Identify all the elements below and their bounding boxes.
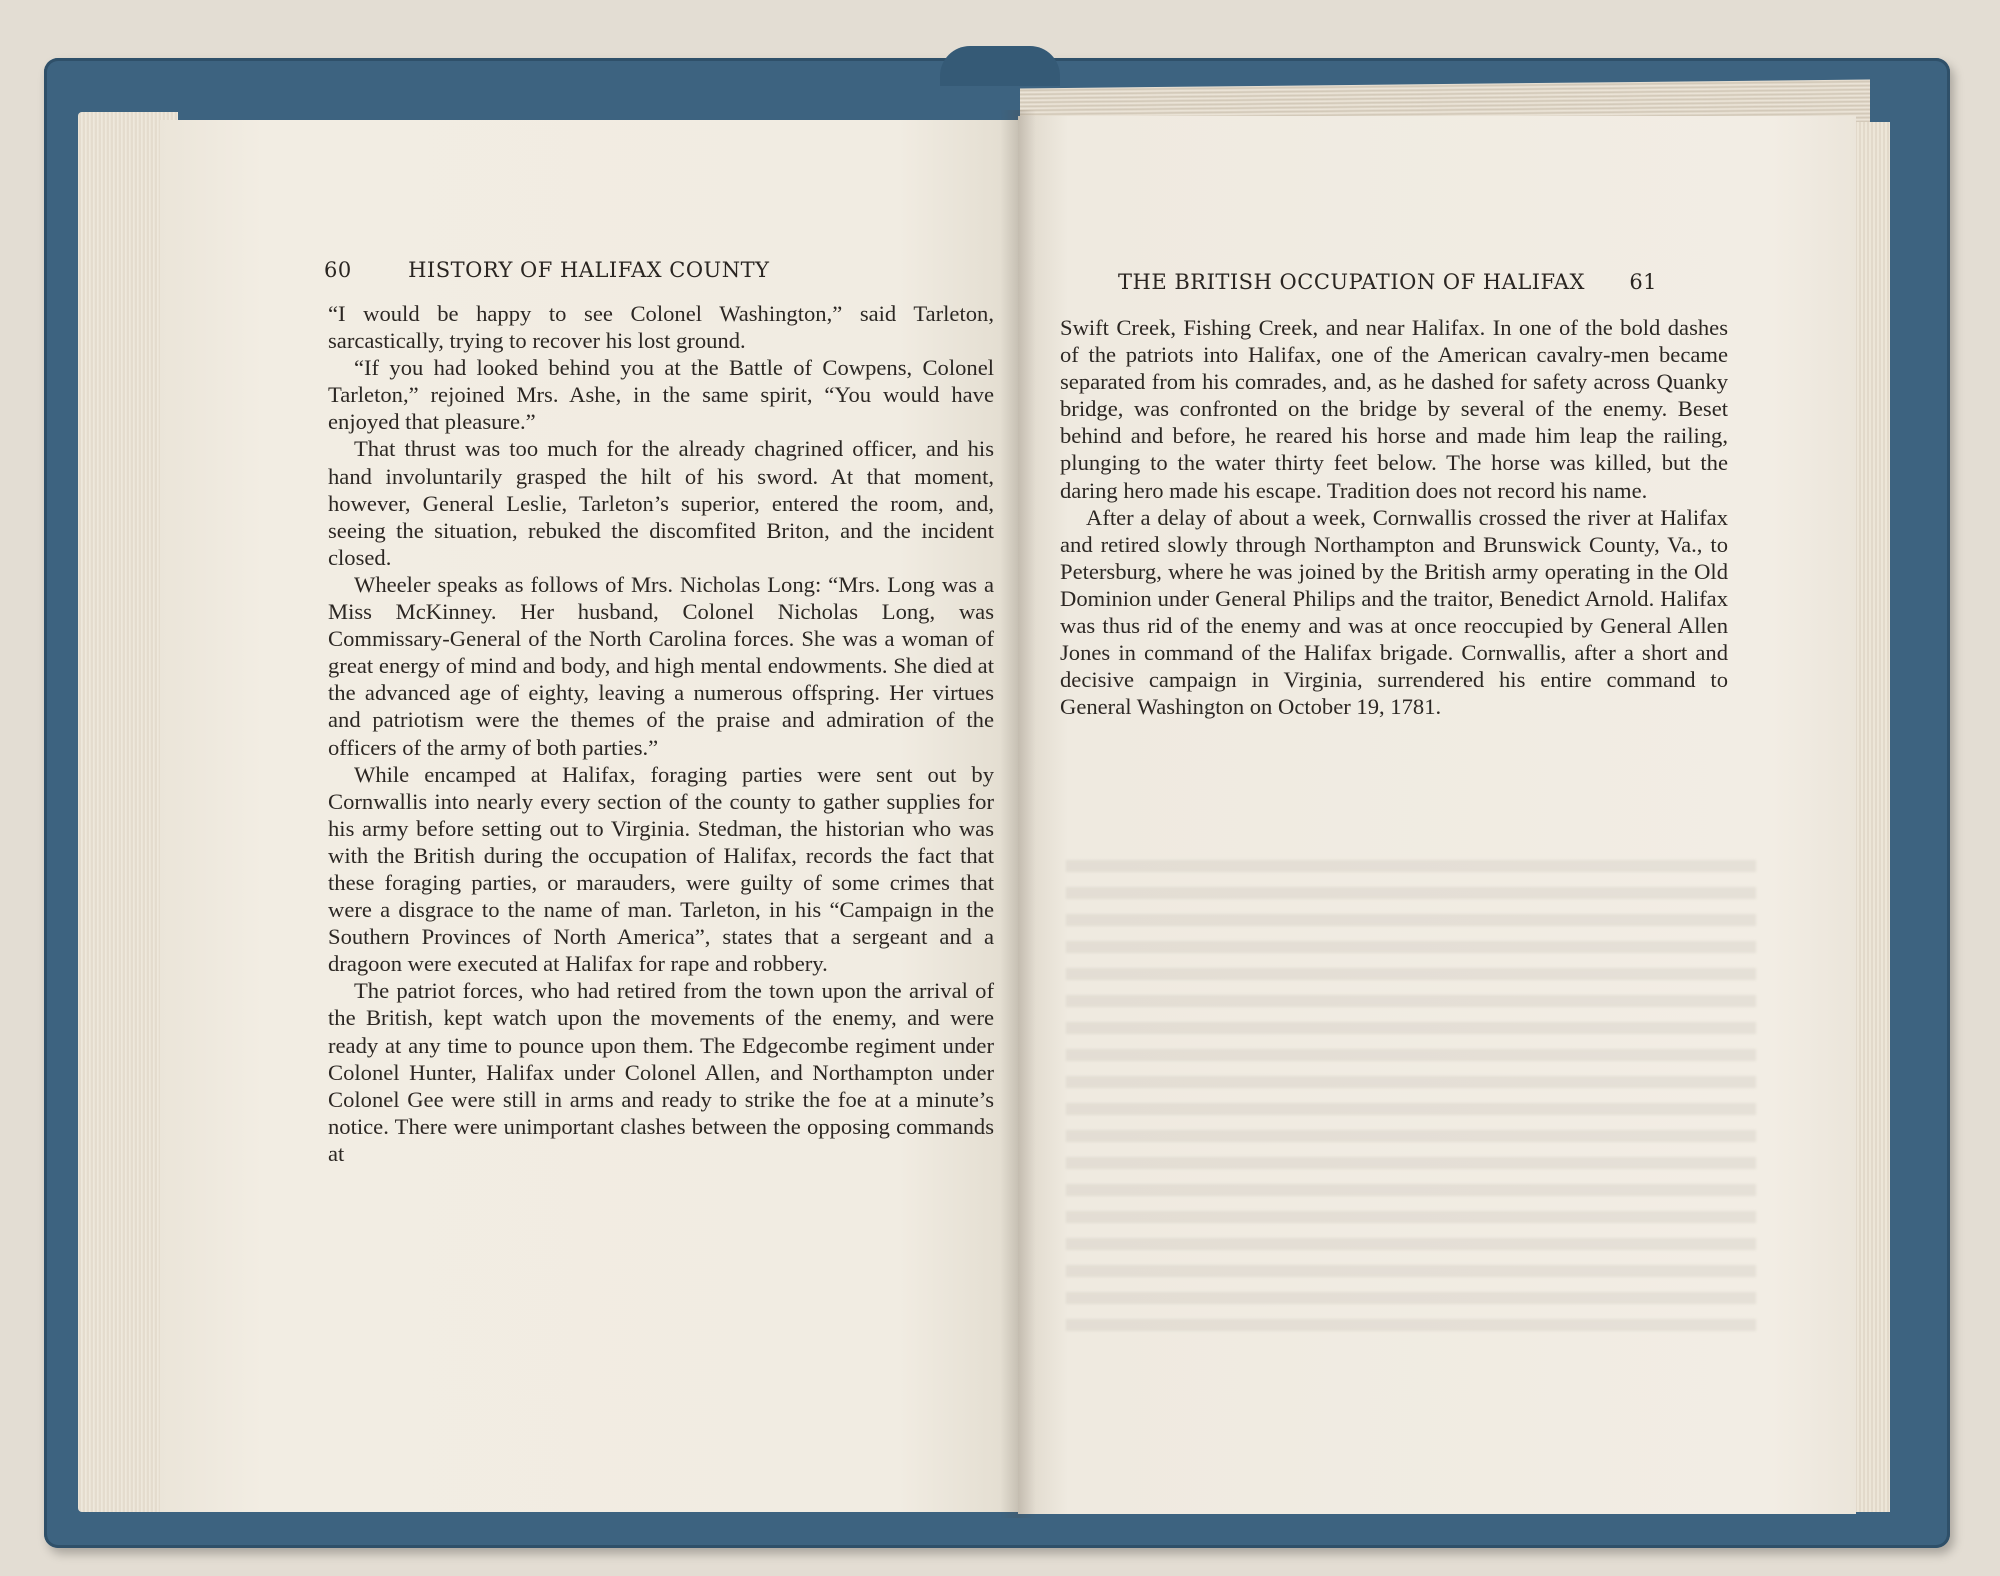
right-running-head: THE BRITISH OCCUPATION OF HALIFAX [1118, 270, 1585, 294]
left-page-body [328, 300, 994, 1167]
paragraph: That thrust was too much for the already chagrined officer, and his hand involuntarily grasped the hilt of his sword. At that moment, however, General Leslie, Tarleton’s superior, entered the room, and, seeing the situation, rebuked the discomfited Briton, and the incident closed. [328, 436, 994, 570]
paragraph: “If you had looked behind you at the Battle of Cowpens, Colonel Tarleton,” rejoined Mrs. Ashe, in the same spirit, “You would have enjoyed that pleasure.” [328, 355, 994, 435]
page-edges-right [1850, 122, 1890, 1512]
book-spine [940, 46, 1060, 86]
paragraph: While encamped at Halifax, foraging parties were sent out by Cornwallis into nearly every section of the county to gather supplies for his army before setting out to Virginia. Stedman, the historian who was with the British during the occupation of Halifax, records the fact that these foraging parties, or marauders, were guilty of some crimes that were a disgrace to the name of man. Tarleton, in his “Campaign in the Southern Provinces of North America”, states that a sergeant and a dragoon were executed at Halifax for rape and robbery. [328, 761, 994, 977]
left-page-number: 60 [324, 258, 352, 282]
right-page-number: 61 [1629, 270, 1658, 294]
show-through [1066, 860, 1756, 1340]
left-running-head: HISTORY OF HALIFAX COUNTY [408, 258, 770, 282]
right-page-body [1060, 314, 1728, 720]
book-gutter [1000, 110, 1036, 1518]
paragraph: The patriot forces, who had retired from the town upon the arrival of the British, kept watch upon the movements of the enemy, and were ready at any time to pounce upon them. The Edgecombe regiment under Colonel Hunter, Halifax under Colonel Allen, and Northampton under Colonel Gee were still in arms and ready to strike the foe at a minute’s notice. There were unimportant clashes between the opposing commands at [328, 978, 994, 1166]
paragraph: “I would be happy to see Colonel Washington,” said Tarleton, sarcastically, trying to recover his lost ground. [328, 301, 994, 354]
right-page-header [1118, 270, 1657, 294]
paragraph: Swift Creek, Fishing Creek, and near Halifax. In one of the bold dashes of the patriots into Halifax, one of the American cavalry-men became separated from his comrades, and, as he dashed for safety across Quanky bridge, was confronted on the bridge by several of the enemy. Beset behind and before, he reared his horse and made him leap the railing, plunging to the water thirty feet below. The horse was killed, but the daring hero made his escape. Tradition does not record his name. [1060, 315, 1728, 503]
left-page-header [324, 258, 769, 282]
paragraph: After a delay of about a week, Cornwallis crossed the river at Halifax and retired slowly through Northampton and Brunswick County, Va., to Petersburg, where he was joined by the British army operating in the Old Dominion under General Philips and the traitor, Benedict Arnold. Halifax was thus rid of the enemy and was at once reoccupied by General Allen Jones in command of the Halifax brigade. Cornwallis, after a short and decisive campaign in Virginia, surrendered his entire command to General Washington on October 19, 1781. [1060, 504, 1728, 720]
paragraph: Wheeler speaks as follows of Mrs. Nicholas Long: “Mrs. Long was a Miss McKinney. Her husband, Colonel Nicholas Long, was Commissary-General of the North Carolina forces. She was a woman of great energy of mind and body, and high mental endowments. She died at the advanced age of eighty, leaving a numerous offspring. Her virtues and patriotism were the themes of the praise and admiration of the officers of the army of both parties.” [328, 571, 994, 760]
